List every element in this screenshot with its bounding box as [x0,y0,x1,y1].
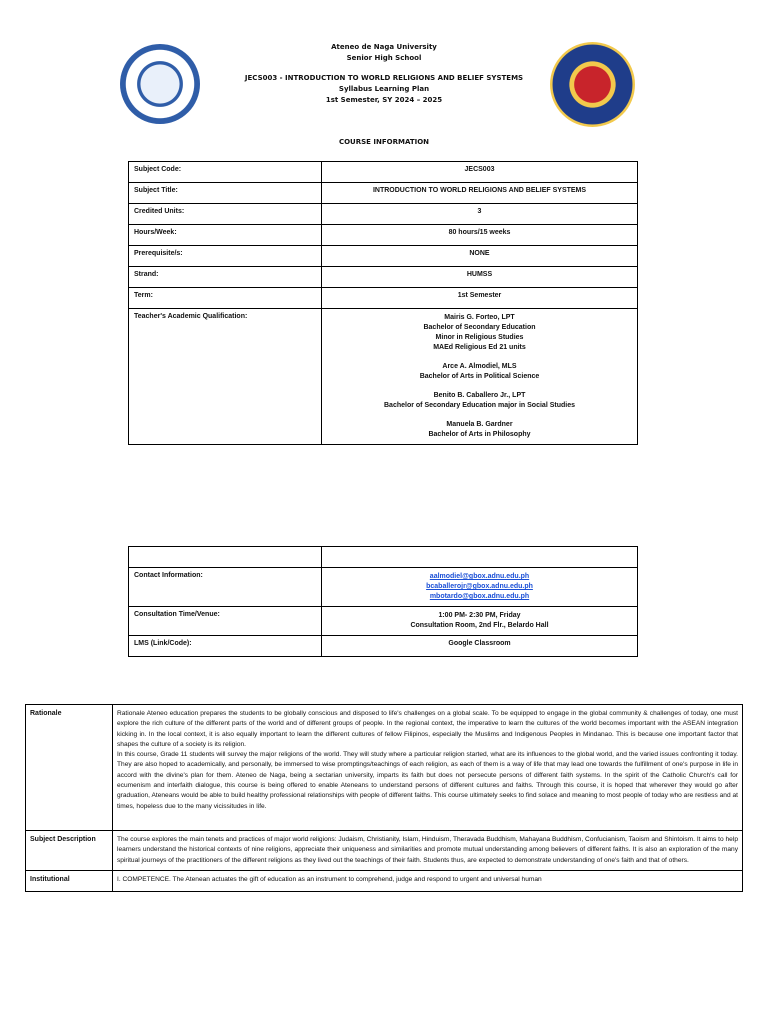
table-row [129,225,638,246]
teacher-name: Mairis G. Forteo, LPT [444,314,515,321]
consultation-venue: Consultation Room, 2nd Flr., Belardo Hall [410,622,549,629]
row-value: 1st Semester [322,288,638,309]
table-row [129,309,638,445]
school-name: Senior High School [346,54,422,62]
row-label: Subject Description [26,830,113,870]
row-value: NONE [322,246,638,267]
row-value: 80 hours/15 weeks [322,225,638,246]
teacher-name: Manuela B. Gardner [446,421,513,428]
subject-description-text: The course explores the main tenets and practices of major world religions: Judaism, Christianity, Islam, Hinduism, Theravada Buddhism, Mahayana Buddhism, Confucianism, Taoism and Shintoism. It aims to help learners understand the historical contexts of nine religions, appreciate their uniqueness and similarities and promote mutual understanding among believers of different faiths. It is also an exploration of the many spiritual journeys of the practitioners of the different religions as they lived out the teachings of their faith. Students thus, are expected to demonstrate understanding of one's faith and that of others. [113,830,743,870]
row-label: Strand: [129,267,322,288]
course-information-table [128,161,638,445]
institutional-text: I. COMPETENCE. The Atenean actuates the gift of education as an instrument to comprehend, judge and respond to urgent and universal human [113,870,743,891]
row-value: Google Classroom [322,636,638,657]
rationale-text [113,705,743,831]
row-label: Credited Units: [129,204,322,225]
table-row [129,547,638,568]
teacher-name: Arce A. Almodiel, MLS [442,363,517,370]
table-row [129,267,638,288]
table-row [129,246,638,267]
plan-title: Syllabus Learning Plan [338,85,430,93]
contact-emails [322,568,638,607]
empty-cell [129,547,322,568]
row-label: Hours/Week: [129,225,322,246]
row-label: Prerequisite/s: [129,246,322,267]
row-label: Subject Title: [129,183,322,204]
semester-line: 1st Semester, SY 2024 – 2025 [325,96,443,104]
table-row [26,705,743,831]
table-row [129,288,638,309]
rationale-paragraph: Rationale Ateneo education prepares the students to be globally conscious and disposed to life's challenges on a global scale. To be equipped to engage in the global community & challenges of today, one must explore the rich culture of the different parts of the world and of different groups of people. In the regional context, the imperative to learn the cultures of the world becomes important with the ASEAN integration kicking in. In the local context, it is also equally important to learn the different cultures of fellow Filipinos, especially the Muslims and Indigenous Peoples in Mindanao. This is because one important factor that shapes the culture of a society is its religion. [117,710,738,748]
table-row [129,607,638,636]
teacher-qualifications [322,309,638,445]
document-header [0,42,768,106]
syllabus-details-table [25,704,743,892]
row-value: 3 [322,204,638,225]
row-value: JECS003 [322,162,638,183]
consultation-time: 1:00 PM- 2:30 PM, Friday [438,612,521,619]
table-row [129,162,638,183]
row-label: LMS (Link/Code): [129,636,322,657]
contact-information-table [128,546,638,657]
empty-cell [322,547,638,568]
email-link[interactable]: bcaballerojr@gbox.adnu.edu.ph [426,583,533,590]
table-row [129,204,638,225]
rationale-paragraph: In this course, Grade 11 students will survey the major religions of the world. They will study where a particular religion started, what are its influences to the global world, and the varied issues confronting it today. They are also hoped to academically, and personally, be immersed to wise promptings/teachings of each religion, as each of them is a way of life that may lead one towards the fulfillment of one's purpose in life in accord with the divine's plan for them. Ateneo de Naga, being a sectarian university, imparts its faith but does not persecute persons of different faith systems. In the spirit of the Catholic Church's call for ecumenism and interfaith dialogue, this course is being offered to enable Ateneans to understand persons of different cultures and faiths. Through this course, it is hoped that wherever they would go after graduation, Ateneans would be able to build healthy professional relationships with people of different faiths. This course ultimately seeks to find solace and meaning to most people of today who are restless and at times, hopeless due to the many vicissitudes in life. [117,751,738,810]
teacher-qualification: Bachelor of Arts in Philosophy [428,431,531,438]
row-label: Consultation Time/Venue: [129,607,322,636]
table-row [26,870,743,891]
course-information-heading: COURSE INFORMATION [338,138,430,146]
teacher-qualification: Bachelor of Arts in Political Science [419,373,540,380]
email-link[interactable]: aalmodiel@gbox.adnu.edu.ph [429,573,530,580]
row-value: HUMSS [322,267,638,288]
teacher-qualification: Minor in Religious Studies [435,334,524,341]
table-row [26,830,743,870]
course-title: JECS003 - INTRODUCTION TO WORLD RELIGIONS AND BELIEF SYSTEMS [244,74,524,82]
row-label: Contact Information: [129,568,322,607]
teacher-qualification: Bachelor of Secondary Education [423,324,536,331]
table-row [129,568,638,607]
row-label: Term: [129,288,322,309]
row-label: Teacher's Academic Qualification: [129,309,322,445]
table-row [129,636,638,657]
row-label: Subject Code: [129,162,322,183]
teacher-qualification: MAEd Religious Ed 21 units [433,344,526,351]
university-name: Ateneo de Naga University [331,43,437,51]
teacher-qualification: Bachelor of Secondary Education major in Social Studies [384,402,575,409]
consultation-value [322,607,638,636]
teacher-name: Benito B. Caballero Jr., LPT [433,392,526,399]
row-label: Rationale [26,705,113,831]
email-link[interactable]: mbotardo@gbox.adnu.edu.ph [429,593,530,600]
table-row [129,183,638,204]
row-label: Institutional [26,870,113,891]
row-value: INTRODUCTION TO WORLD RELIGIONS AND BELIEF SYSTEMS [322,183,638,204]
